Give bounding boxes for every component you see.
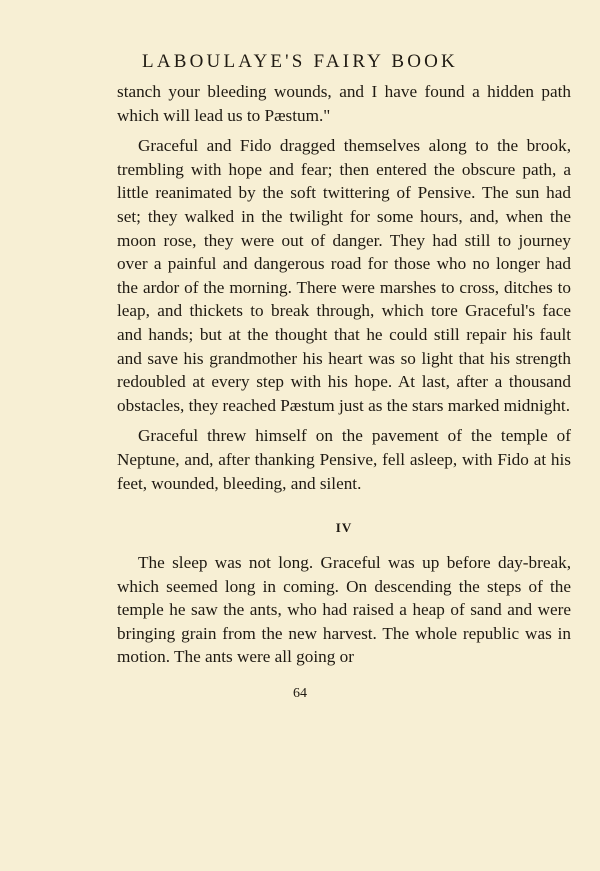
paragraph: Graceful threw himself on the pavement of the temple of Neptune, and, after thanking Pensive, fell asleep, with Fido at his feet, wounded, bleeding, and silent. (117, 426, 571, 493)
paragraph-continued: stanch your bleeding wounds, and I have found a hidden path which will lead us to Pæstum." (117, 82, 571, 125)
paragraph: Graceful and Fido dragged themselves along to the brook, trembling with hope and fear; then entered the obscure path, a little reanimated by the soft twittering of Pensive. The sun had set; they walked in the twilight for some hours, and, when the moon rose, they were out of danger. They had still to journey over a painful and dangerous road for those who no longer had the ardor of the morning. There were marshes to cross, ditches to leap, and thickets to break through, which tore Graceful's face and hands; but at the thought that he could still repair his fault and save his grandmother his heart was so light that his strength redoubled at every step with his hope. At last, after a thousand obstacles, they reached Pæstum just as the stars marked midnight. (117, 136, 571, 415)
running-head: LABOULAYE'S FAIRY BOOK (142, 51, 458, 72)
chapter-paragraph: The sleep was not long. Graceful was up before day-break, which seemed long in coming. On descending the steps of the temple he saw the ants, who had raised a heap of sand and were bringing grain from the new harvest. The whole republic was in motion. The ants were all going or (117, 553, 571, 667)
page-number: 64 (293, 686, 307, 701)
chapter-heading: IV (335, 520, 353, 536)
body-text (117, 80, 571, 669)
